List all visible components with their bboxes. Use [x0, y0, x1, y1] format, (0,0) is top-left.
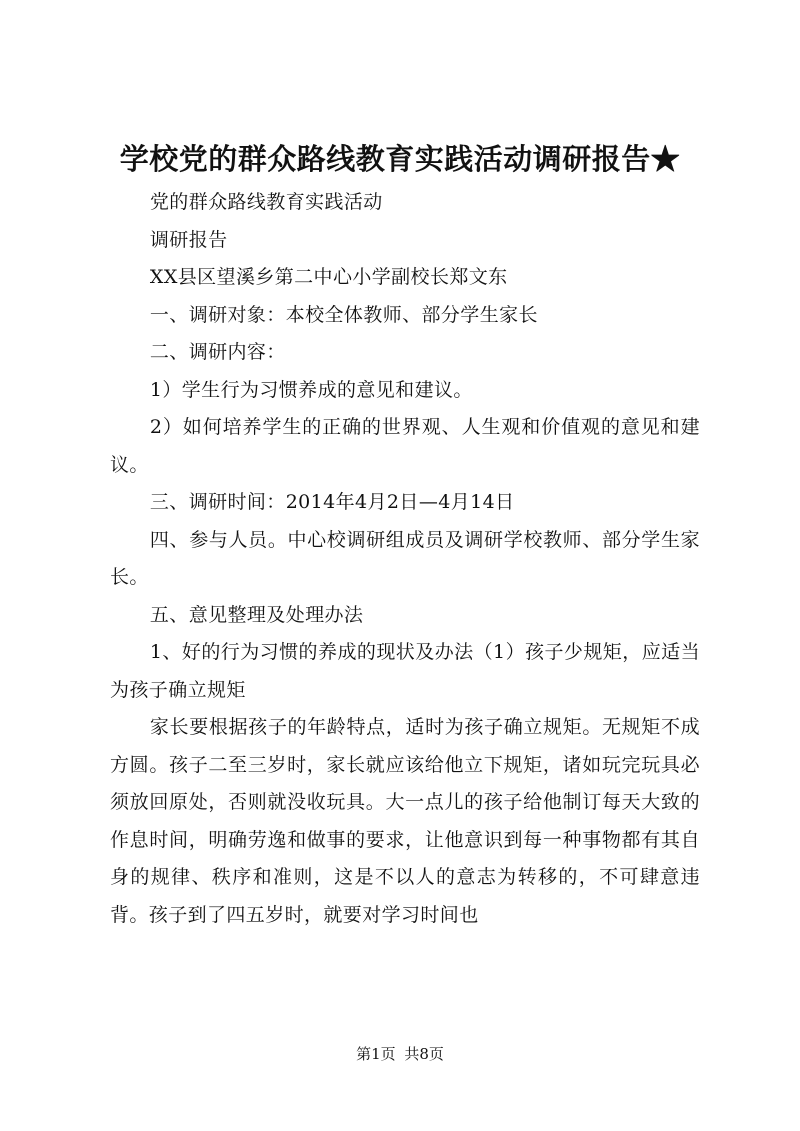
paragraph: 家长要根据孩子的年龄特点，适时为孩子确立规矩。无规矩不成方圆。孩子二至三岁时，家长就应该给他立下规矩，诸如玩完玩具必须放回原处，否则就没收玩具。大一点儿的孩子给他制订每天大致的作息时间，明确劳逸和做事的要求，让他意识到每一种事物都有其自身的规律、秩序和准则，这是不以人的意志为转移的，不可肆意违背。孩子到了四五岁时，就要对学习时间也 — [110, 716, 700, 926]
paragraph: 一、调研对象：本校全体教师、部分学生家长 — [149, 303, 538, 326]
document-body — [110, 184, 700, 934]
paragraph: 二、调研内容： — [149, 341, 286, 363]
paragraph: 党的群众路线教育实践活动 — [149, 191, 383, 213]
paragraph: 四、参与人员。中心校调研组成员及调研学校教师、部分学生家长。 — [110, 528, 700, 588]
paragraph: 1）学生行为习惯养成的意见和建议。 — [149, 378, 473, 401]
paragraph: 三、调研时间：2014年4月2日—4月14日 — [149, 491, 515, 513]
paragraph: 调研报告 — [149, 228, 228, 251]
document-title: 学校党的群众路线教育实践活动调研报告★ — [119, 142, 681, 176]
paragraph: XX县区望溪乡第二中心小学副校长郑文东 — [149, 266, 508, 288]
page-footer — [0, 1043, 800, 1065]
page-total: 共8页 — [404, 1045, 444, 1063]
paragraph: 五、意见整理及处理办法 — [149, 603, 364, 626]
paragraph: 2）如何培养学生的正确的世界观、人生观和价值观的意见和建议。 — [110, 416, 700, 476]
paragraph: 1、好的行为习惯的养成的现状及办法（1）孩子少规矩，应适当为孩子确立规矩 — [110, 641, 700, 701]
page-number: 第1页 — [356, 1045, 396, 1063]
